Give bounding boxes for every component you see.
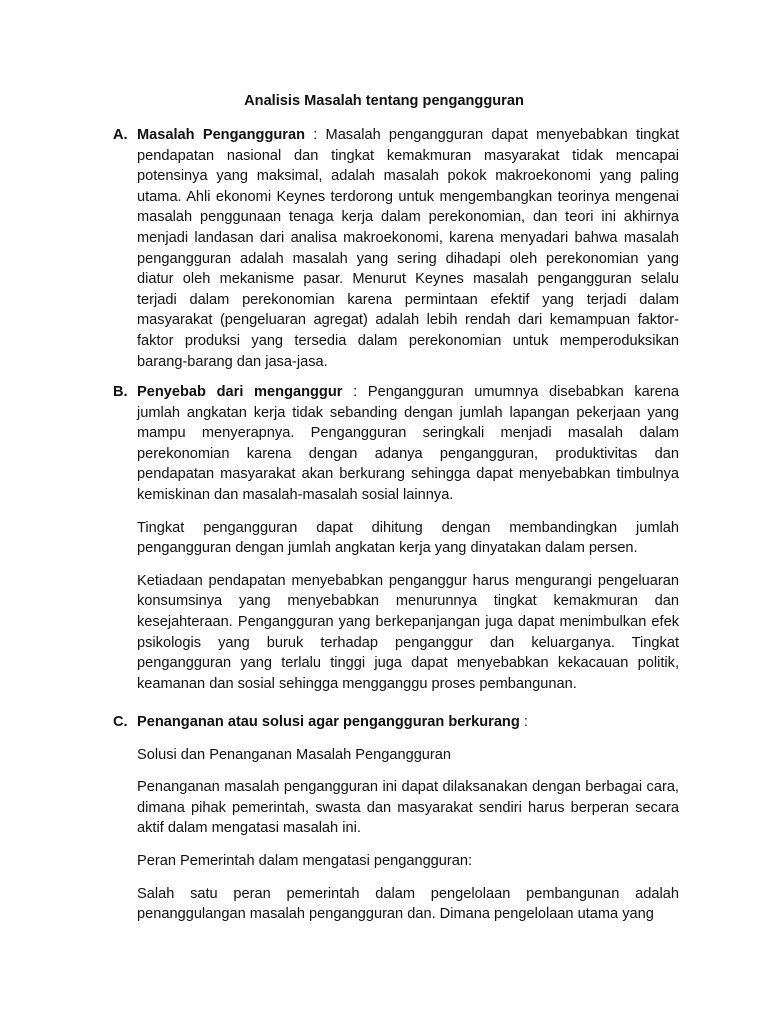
paragraph: Ketiadaan pendapatan menyebabkan penganggur harus mengurangi pengeluaran konsumsinya yang menyebabkan menurunnya tingkat kemakmuran dan kesejahteraan. Pengangguran yang berkepanjangan juga dapat menimbulkan efek psikologis yang buruk terhadap penganggur dan keluarganya. Tingkat pengangguran yang terlalu tinggi juga dapat menyebabkan kekacauan politik, keamanan dan sosial sehingga mengganggu proses pembangunan.: [137, 572, 679, 692]
section-heading: Masalah Pengangguran: [137, 127, 305, 143]
paragraph: [137, 712, 679, 733]
section-body: [137, 712, 679, 925]
subheading: Solusi dan Penanganan Masalah Pengangguran: [137, 746, 452, 763]
section-letter: B.: [113, 384, 128, 400]
section-heading: Penanganan atau solusi agar pengangguran berkurang: [137, 714, 520, 730]
subheading: Peran Pemerintah dalam mengatasi pengangguran:: [137, 852, 473, 869]
paragraph: Tingkat pengangguran dapat dihitung dengan membandingkan jumlah pengangguran dengan jumlah angkatan kerja yang dinyatakan dalam persen.: [137, 519, 679, 557]
section-b: [113, 382, 679, 694]
paragraph: Salah satu peran pemerintah dalam pengelolaan pembangunan adalah penanggulangan masalah pengangguran dan. Dimana pengelolaan utama yang: [137, 885, 679, 923]
section-letter: A.: [113, 127, 128, 143]
section-letter: C.: [113, 714, 128, 730]
paragraph-text: :: [519, 714, 528, 730]
section-body: [137, 382, 679, 694]
paragraph: [137, 382, 679, 506]
paragraph: Penanganan masalah pengangguran ini dapat dilaksanakan dengan berbagai cara, dimana pihak pemerintah, swasta dan masyarakat sendiri harus berperan secara aktif dalam mengatasi masalah ini.: [137, 779, 679, 837]
paragraph: [137, 125, 679, 372]
section-body: [137, 125, 679, 372]
document-title: Analisis Masalah tentang pengangguran: [244, 93, 524, 109]
section-c: [113, 712, 679, 925]
section-a: [113, 125, 679, 372]
paragraph-text: : Masalah pengangguran dapat menyebabkan tingkat pendapatan nasional dan tingkat kemakmuran masyarakat tidak mencapai potensinya yang maksimal, adalah masalah pokok makroekonomi yang paling utama. Ahli ekonomi Keynes terdorong untuk mengembangkan teorinya mengenai masalah penggunaan tenaga kerja dalam perekonomian, dan teori ini akhirnya menjadi landasan dari analisa makroekonomi, karena menyadari bahwa masalah pengangguran adalah masalah yang sering dihadapi oleh perekonomian yang diatur oleh mekanisme pasar. Menurut Keynes masalah pengangguran selalu terjadi dalam perekonomian karena permintaan efektif yang terjadi dalam masyarakat (pengeluaran agregat) adalah lebih rendah dari kemampuan faktor-faktor produksi yang tersedia dalam perekonomian untuk memperoduksikan barang-barang dan jasa-jasa.: [137, 127, 679, 370]
paragraph-text: : Pengangguran umumnya disebabkan karena jumlah angkatan kerja tidak sebanding dengan jumlah lapangan pekerjaan yang mampu menyerapnya. Pengangguran seringkali menjadi masalah dalam perekonomian karena dengan adanya pengangguran, produktivitas dan pendapatan masyarakat akan berkurang sehingga dapat menyebabkan timbulnya kemiskinan dan masalah-masalah sosial lainnya.: [137, 384, 679, 503]
section-heading: Penyebab dari menganggur: [137, 384, 343, 400]
